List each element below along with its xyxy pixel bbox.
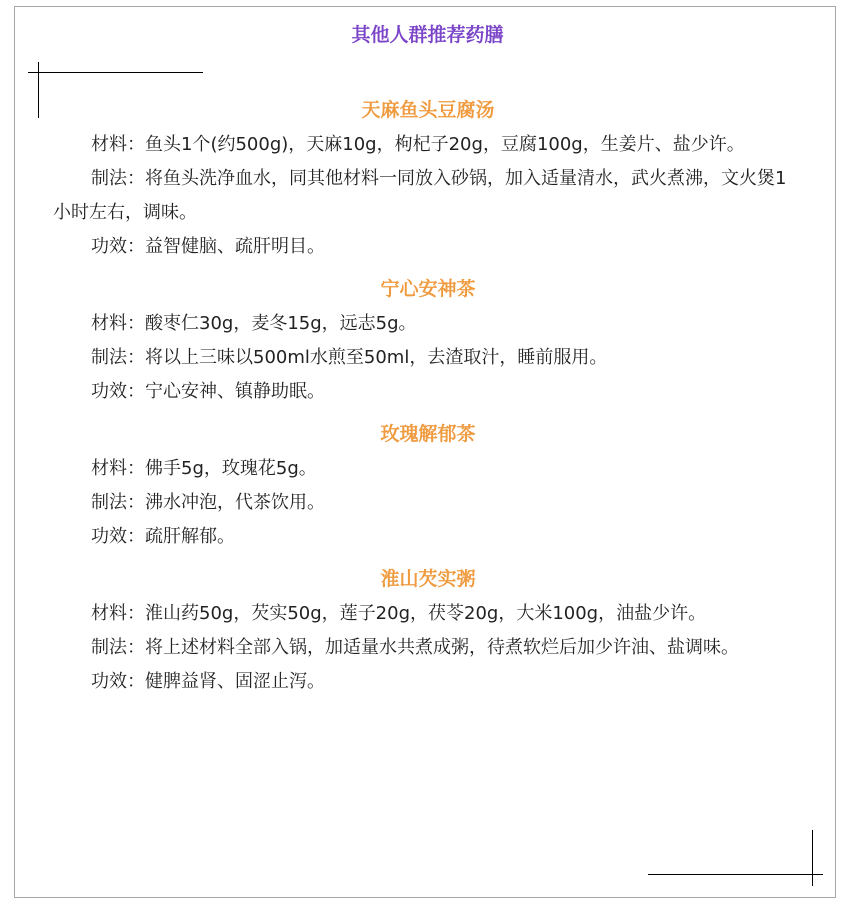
recipe-effect: 功效：益智健脑、疏肝明目。 (91, 236, 325, 257)
corner-mark-top-left-horizontal (28, 72, 203, 73)
recipe-materials: 材料：淮山药50g，芡实50g，莲子20g，茯苓20g，大米100g，油盐少许。 (91, 603, 707, 624)
recipe-heading: 天麻鱼头豆腐汤 (361, 99, 495, 121)
recipe-method: 制法：将以上三味以500ml水煎至50ml，去渣取汁，睡前服用。 (91, 347, 608, 368)
recipe-section (53, 419, 803, 554)
recipe-heading: 淮山芡实粥 (380, 568, 476, 590)
recipe-section (53, 95, 803, 264)
corner-mark-bottom-right-horizontal (648, 874, 823, 875)
recipe-heading: 宁心安神茶 (380, 278, 476, 300)
recipe-section (53, 274, 803, 409)
page-title: 其他人群推荐药膳 (351, 24, 504, 46)
recipe-effect: 功效：疏肝解郁。 (91, 526, 235, 547)
recipe-effect: 功效：健脾益肾、固涩止泻。 (91, 671, 325, 692)
recipe-materials: 材料：佛手5g，玫瑰花5g。 (91, 458, 317, 479)
recipe-materials: 材料：酸枣仁30g，麦冬15g，远志5g。 (91, 313, 417, 334)
recipe-method: 制法：将上述材料全部入锅，加适量水共煮成粥，待煮软烂后加少许油、盐调味。 (91, 637, 739, 658)
recipe-effect: 功效：宁心安神、镇静助眠。 (91, 381, 325, 402)
corner-mark-bottom-right-vertical (812, 830, 813, 886)
recipe-materials: 材料：鱼头1个(约500g)，天麻10g，枸杞子20g，豆腐100g，生姜片、盐少许。 (91, 134, 745, 155)
recipe-heading: 玫瑰解郁茶 (380, 423, 476, 445)
recipe-method: 制法：将鱼头洗净血水，同其他材料一同放入砂锅，加入适量清水，武火煮沸，文火煲1小时左右，调味。 (53, 168, 787, 223)
recipe-list (53, 95, 803, 699)
recipe-section (53, 564, 803, 699)
recipe-method: 制法：沸水冲泡，代茶饮用。 (91, 492, 325, 513)
corner-mark-top-left-vertical (38, 62, 39, 118)
